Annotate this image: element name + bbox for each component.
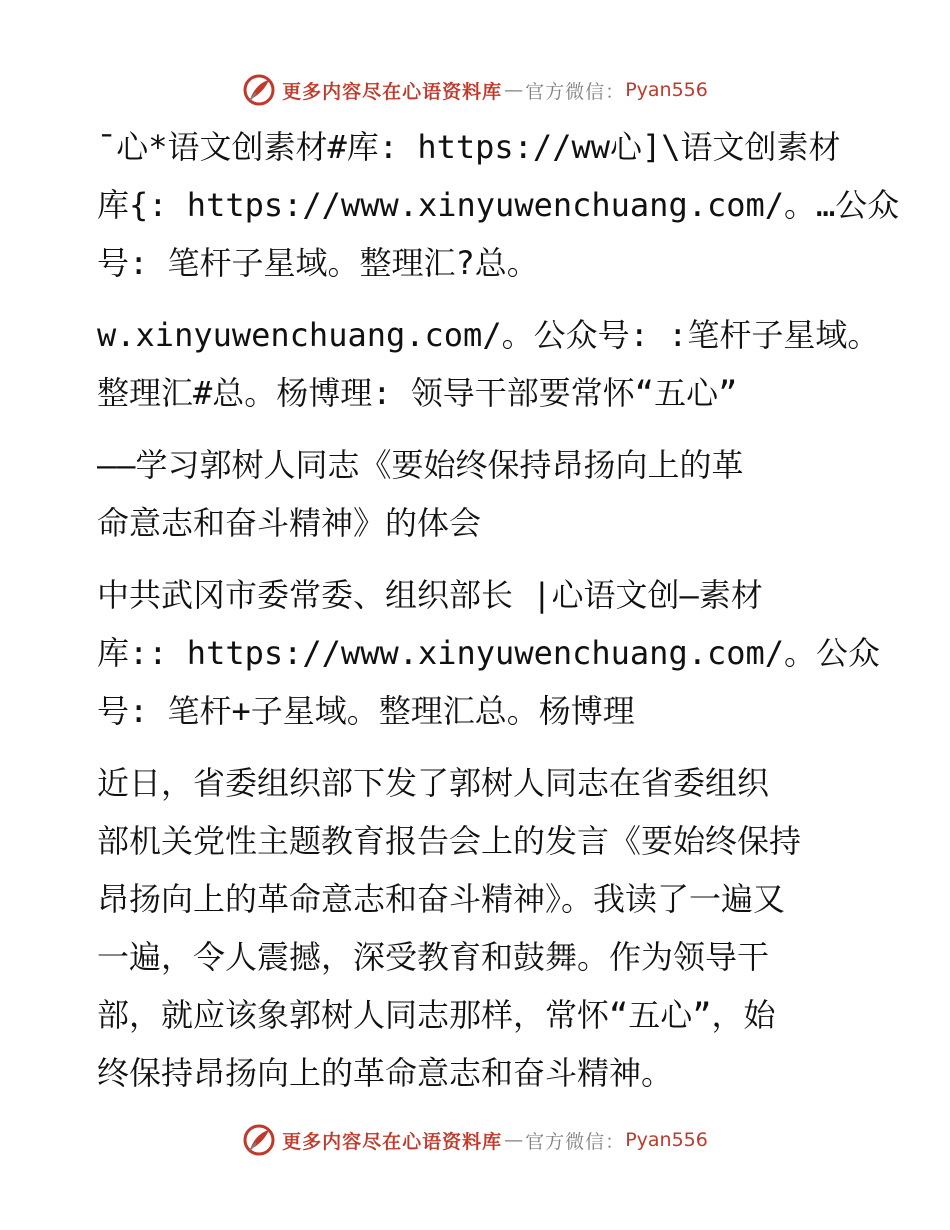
feather-pen-logo-icon	[242, 1123, 276, 1157]
watermark-dash: —	[504, 1129, 524, 1151]
paragraph-1	[97, 118, 900, 292]
watermark-account-id: Pyan556	[625, 1129, 708, 1151]
watermark-account-label: 官方微信：	[525, 80, 626, 103]
document-body	[97, 118, 900, 1102]
text-line: ——学习郭树人同志《要始终保持昂扬向上的革	[97, 446, 744, 484]
paragraph-2	[97, 306, 880, 422]
text-line: w.xinyuwenchuang.com/。公众号: :笔杆子星域。	[97, 316, 880, 354]
body-paragraph	[97, 754, 857, 1102]
text-line: 部，就应该象郭树人同志那样，常怀“五心”，始	[97, 996, 776, 1034]
subtitle-paragraph	[97, 436, 857, 552]
watermark-account-label: 官方微信：	[525, 1130, 626, 1153]
text-line: 库:: https://www.xinyuwenchuang.com/。公众	[97, 634, 881, 672]
text-line: ¯心*语文创素材#库: https://ww心]\语文创素材	[97, 128, 841, 166]
text-line: 整理汇#总。杨博理: 领导干部要常怀“五心”	[97, 374, 738, 412]
watermark-dash: —	[504, 79, 524, 101]
text-line: 中共武冈市委常委、组织部长 |心语文创—素材	[97, 576, 763, 614]
watermark-main-text: 更多内容尽在心语资料库	[282, 1130, 503, 1153]
feather-pen-logo-icon	[242, 73, 276, 107]
author-paragraph	[97, 566, 881, 740]
text-line: 近日，省委组织部下发了郭树人同志在省委组织	[97, 764, 770, 802]
watermark-header	[0, 70, 950, 110]
text-line: 命意志和奋斗精神》的体会	[97, 504, 482, 542]
text-line: 部机关党性主题教育报告会上的发言《要始终保持	[97, 822, 802, 860]
text-line: 库{: https://www.xinyuwenchuang.com/。…公众	[97, 186, 900, 224]
watermark-account-id: Pyan556	[625, 79, 708, 101]
text-line: 终保持昂扬向上的革命意志和奋斗精神。	[97, 1054, 674, 1092]
text-line: 号: 笔杆+子星域。整理汇总。杨博理	[97, 692, 635, 730]
watermark-footer	[0, 1120, 950, 1160]
text-line: 昂扬向上的革命意志和奋斗精神》。我读了一遍又	[97, 880, 786, 918]
text-line: 一遍，令人震撼，深受教育和鼓舞。作为领导干	[97, 938, 770, 976]
watermark-main-text: 更多内容尽在心语资料库	[282, 80, 503, 103]
text-line: 号: 笔杆子星域。整理汇?总。	[97, 244, 539, 282]
